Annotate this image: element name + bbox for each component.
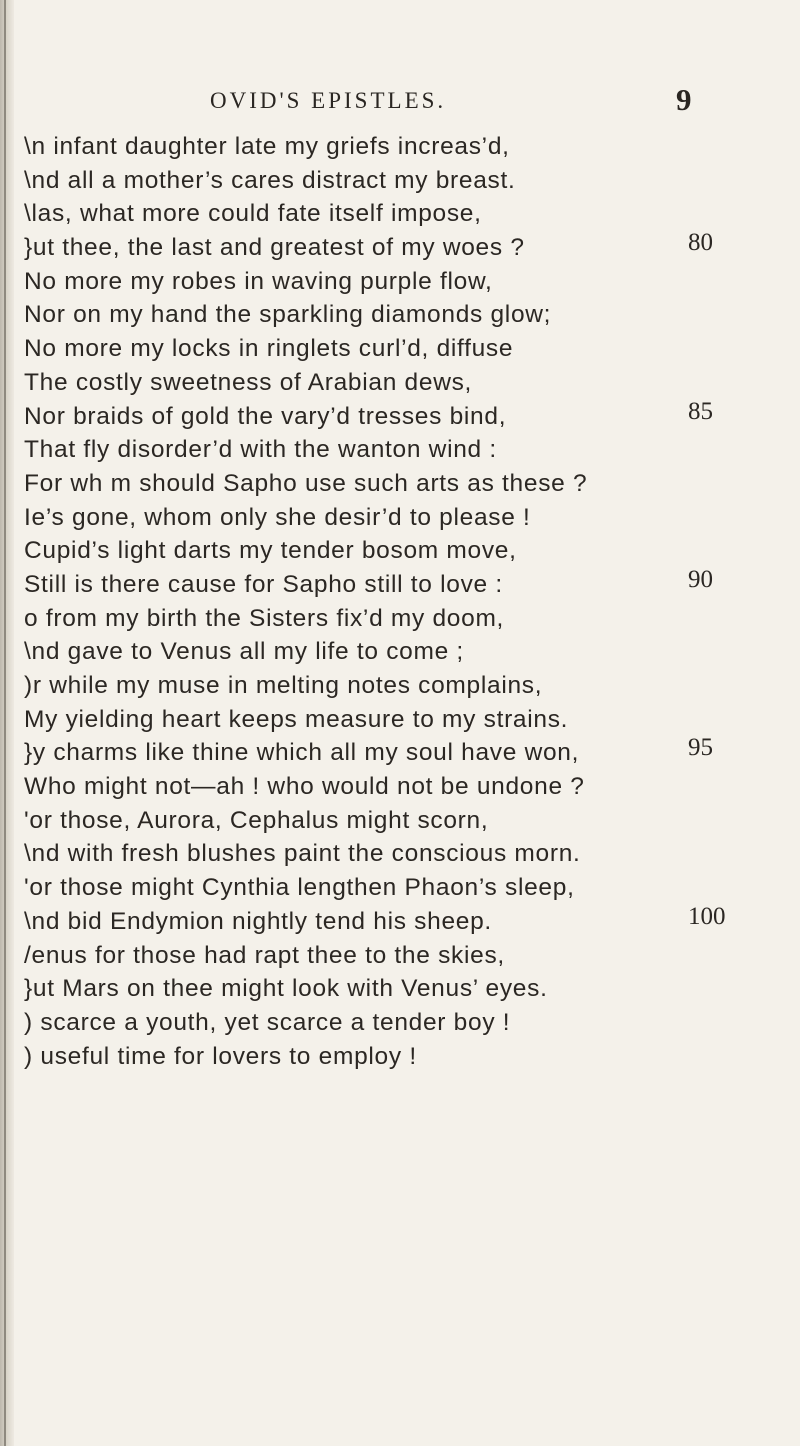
verse-line-text: For wh m should Sapho use such arts as these ? bbox=[24, 469, 588, 497]
verse-line-text: }ut thee, the last and greatest of my woes ? bbox=[24, 234, 525, 262]
verse-line bbox=[14, 534, 800, 568]
verse-line bbox=[14, 501, 800, 535]
line-number: 85 bbox=[688, 397, 713, 425]
verse-body bbox=[14, 130, 800, 1073]
verse-line-text: Nor braids of gold the vary’d tresses bind, bbox=[24, 402, 507, 430]
verse-line bbox=[14, 602, 800, 636]
verse-line-text: ) useful time for lovers to employ ! bbox=[24, 1042, 417, 1070]
verse-line bbox=[14, 433, 800, 467]
verse-line-text: My yielding heart keeps measure to my strains. bbox=[24, 705, 569, 733]
verse-line bbox=[14, 972, 800, 1006]
verse-line bbox=[14, 669, 800, 703]
verse-line-text: No more my robes in waving purple flow, bbox=[24, 267, 493, 295]
verse-line-text: \nd all a mother’s cares distract my breast. bbox=[24, 166, 516, 194]
verse-line bbox=[14, 467, 800, 501]
verse-line-text: o from my birth the Sisters fix’d my doom, bbox=[24, 604, 505, 632]
verse-line-text: \n infant daughter late my griefs increas’d, bbox=[24, 133, 510, 160]
verse-line-text: Ie’s gone, whom only she desir’d to please ! bbox=[24, 503, 531, 531]
verse-line bbox=[14, 164, 800, 198]
verse-line bbox=[14, 298, 800, 332]
verse-line bbox=[14, 366, 800, 400]
verse-line bbox=[14, 939, 800, 973]
verse-line bbox=[14, 397, 800, 434]
line-number: 80 bbox=[688, 229, 713, 257]
verse-line bbox=[14, 130, 800, 164]
verse-line-text: \las, what more could fate itself impose, bbox=[24, 200, 482, 228]
verse-line-text: ) scarce a youth, yet scarce a tender boy ! bbox=[24, 1008, 511, 1036]
verse-line bbox=[14, 1040, 800, 1074]
line-number: 95 bbox=[688, 734, 713, 762]
verse-line-text: \nd with fresh blushes paint the conscious morn. bbox=[24, 840, 581, 868]
verse-line-text: Still is there cause for Sapho still to love : bbox=[24, 570, 503, 598]
page-number: 9 bbox=[676, 82, 692, 117]
verse-line-text: \nd bid Endymion nightly tend his sheep. bbox=[24, 907, 492, 935]
page-binding-edge bbox=[0, 0, 14, 1446]
verse-line bbox=[14, 770, 800, 804]
verse-line bbox=[14, 871, 800, 905]
verse-line bbox=[14, 197, 800, 231]
verse-line-text: 'or those, Aurora, Cephalus might scorn, bbox=[24, 806, 489, 834]
verse-line-text: The costly sweetness of Arabian dews, bbox=[24, 368, 473, 396]
verse-line-text: Nor on my hand the sparkling diamonds glow; bbox=[24, 301, 552, 329]
verse-line bbox=[14, 565, 800, 602]
verse-line-text: Who might not—ah ! who would not be undone ? bbox=[24, 773, 585, 801]
verse-line bbox=[14, 703, 800, 737]
verse-line-text: 'or those might Cynthia lengthen Phaon’s sleep, bbox=[24, 874, 575, 902]
verse-line bbox=[14, 736, 800, 770]
verse-line-text: /enus for those had rapt thee to the skies, bbox=[24, 941, 505, 969]
line-number: 100 bbox=[688, 902, 726, 930]
running-title: OVID'S EPISTLES. bbox=[210, 88, 447, 113]
verse-line bbox=[14, 804, 800, 838]
verse-line-text: That fly disorder’d with the wanton wind : bbox=[24, 436, 497, 464]
verse-line-text: }y charms like thine which all my soul have won, bbox=[24, 739, 580, 767]
verse-line-text: )r while my muse in melting notes complains, bbox=[24, 672, 543, 699]
verse-line bbox=[14, 635, 800, 669]
verse-line-text: }ut Mars on thee might look with Venus’ eyes. bbox=[24, 975, 548, 1003]
verse-line-text: No more my locks in ringlets curl’d, diffuse bbox=[24, 335, 514, 363]
verse-line bbox=[14, 902, 800, 939]
verse-line bbox=[14, 332, 800, 366]
verse-line bbox=[14, 1006, 800, 1040]
line-number: 90 bbox=[688, 565, 713, 593]
verse-line bbox=[14, 265, 800, 299]
verse-line-text: Cupid’s light darts my tender bosom move, bbox=[24, 537, 517, 565]
page-header bbox=[0, 82, 800, 122]
verse-line-text: \nd gave to Venus all my life to come ; bbox=[24, 638, 464, 666]
verse-line bbox=[14, 231, 800, 265]
verse-line bbox=[14, 837, 800, 871]
binding-line bbox=[4, 0, 6, 1446]
